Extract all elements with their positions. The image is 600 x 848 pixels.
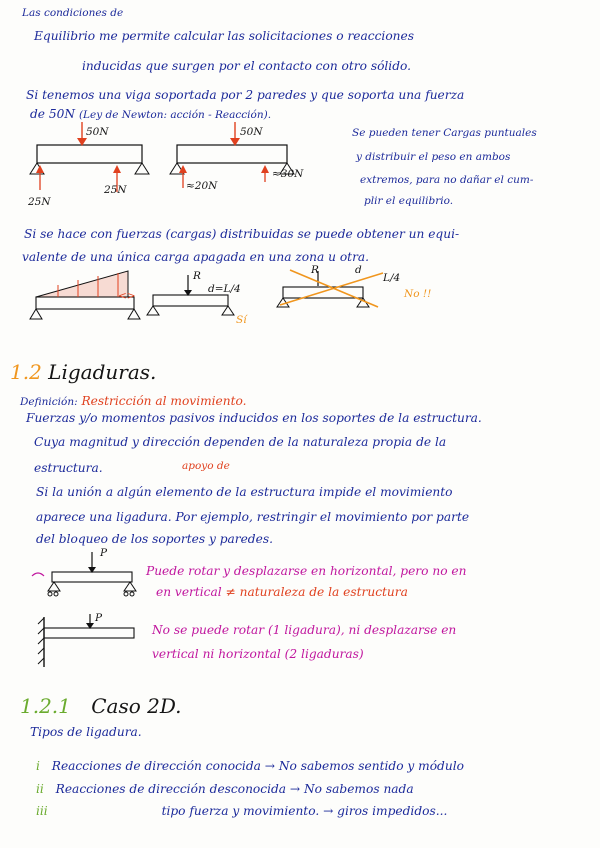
fig4-load-label: P (95, 612, 103, 624)
type-item-1 (36, 760, 464, 772)
load-value: de 50N (30, 107, 76, 121)
cantilever-figure (36, 612, 146, 672)
side-note-4: plir el equilibrio. (364, 195, 454, 207)
type-item-2 (36, 783, 414, 795)
item-2-number: ii (36, 782, 44, 796)
types-subtitle: Tipos de ligadura. (30, 725, 142, 739)
fig2-quarter-label: L/4 (383, 272, 401, 284)
fig1-load-right: 50N (240, 126, 263, 138)
fig3-vertical: en vertical (156, 585, 222, 599)
side-note-3: extremos, para no dañar el cum- (360, 174, 534, 186)
type-item-3 (36, 805, 447, 817)
side-note-1: Se pueden tener Cargas puntuales (352, 127, 537, 139)
fig2-resultant-label: R (193, 270, 201, 282)
fig2-distance-label-2: d (355, 264, 362, 276)
newton-note: (Ley de Newton: acción - Reacción). (78, 109, 272, 121)
side-note-2: y distribuir el peso en ambos (356, 151, 511, 163)
intro-line-3: inducidas que surgen por el contacto con otro sólido. (82, 59, 412, 73)
definition-label: Definición: (20, 396, 78, 408)
no-mark: No !! (404, 288, 432, 300)
fig1-reaction-right-a: ≈20N (186, 180, 218, 192)
definition-line (20, 395, 247, 408)
beam-figure-1 (25, 120, 345, 210)
fig1-load-left: 50N (86, 126, 109, 138)
intro-line-4: Si tenemos una viga soportada por 2 paredes y que soporta una fuerza (26, 88, 465, 102)
fig1-reaction-right-b: ≈30N (272, 168, 304, 180)
roller-beam-figure (30, 546, 150, 606)
item-3-number: iii (36, 804, 48, 818)
si-mark: Sí (236, 314, 247, 326)
subsection-number: 1.2.1 (20, 694, 71, 718)
sec12-line-3: estructura. (34, 461, 103, 475)
item-1-text: Reacciones de dirección conocida → No sabemos sentido y módulo (51, 759, 464, 773)
item-2-text: Reacciones de dirección desconocida → No sabemos nada (55, 782, 414, 796)
item-1-number: i (36, 759, 40, 773)
sec12-line-1: Fuerzas y/o momentos pasivos inducidos en los soportes de la estructura. (26, 411, 482, 425)
definition-red: Restricción al movimiento. (81, 394, 247, 408)
intro-line-6: Si se hace con fuerzas (cargas) distribuidas se puede obtener un equi- (24, 227, 460, 241)
sec12-line-2: Cuya magnitud y dirección dependen de la naturaleza propia de la (34, 435, 447, 449)
section-number: 1.2 (10, 360, 42, 384)
fig1-reaction-left-a: 25N (28, 196, 51, 208)
section-1-2-1-heading (20, 696, 182, 716)
fig3-text-1: Puede rotar y desplazarse en horizontal, pero no en (146, 564, 467, 578)
equiv-arrow: <> (118, 290, 136, 302)
fig2-resultant-label-2: R (311, 264, 319, 276)
intro-line-5 (30, 108, 271, 121)
fig4-text-1: No se puede rotar (1 ligadura), ni desplazarse en (152, 623, 457, 637)
sec12-line-6: del bloqueo de los soportes y paredes. (36, 532, 273, 546)
fig3-load-label: P (100, 547, 108, 559)
intro-line-1: Las condiciones de (22, 7, 124, 19)
fig3-text-2 (156, 586, 408, 598)
fig3-nature: ≠ naturaleza de la estructura (225, 585, 408, 599)
sec12-line-4: Si la unión a algún elemento de la estructura impide el movimiento (36, 485, 453, 499)
sec12-line-5: aparece una ligadura. Por ejemplo, restringir el movimiento por parte (36, 510, 470, 524)
intro-line-2: Equilibrio me permite calcular las solicitaciones o reacciones (34, 29, 414, 43)
item-3-text: tipo fuerza y movimiento. → giros impedidos... (161, 804, 448, 818)
fig4-text-2: vertical ni horizontal (2 ligaduras) (152, 647, 364, 661)
apoyo-insert: apoyo de (182, 460, 230, 472)
fig1-reaction-left-b: 25N (104, 184, 127, 196)
fig2-distance-label: d=L/4 (208, 283, 241, 295)
section-title: Ligaduras. (48, 360, 157, 384)
section-1-2-heading (10, 362, 156, 382)
intro-line-7: valente de una única carga apagada en una zona u otra. (22, 250, 370, 264)
subsection-title: Caso 2D. (91, 694, 182, 718)
distributed-load-figure (28, 265, 468, 335)
